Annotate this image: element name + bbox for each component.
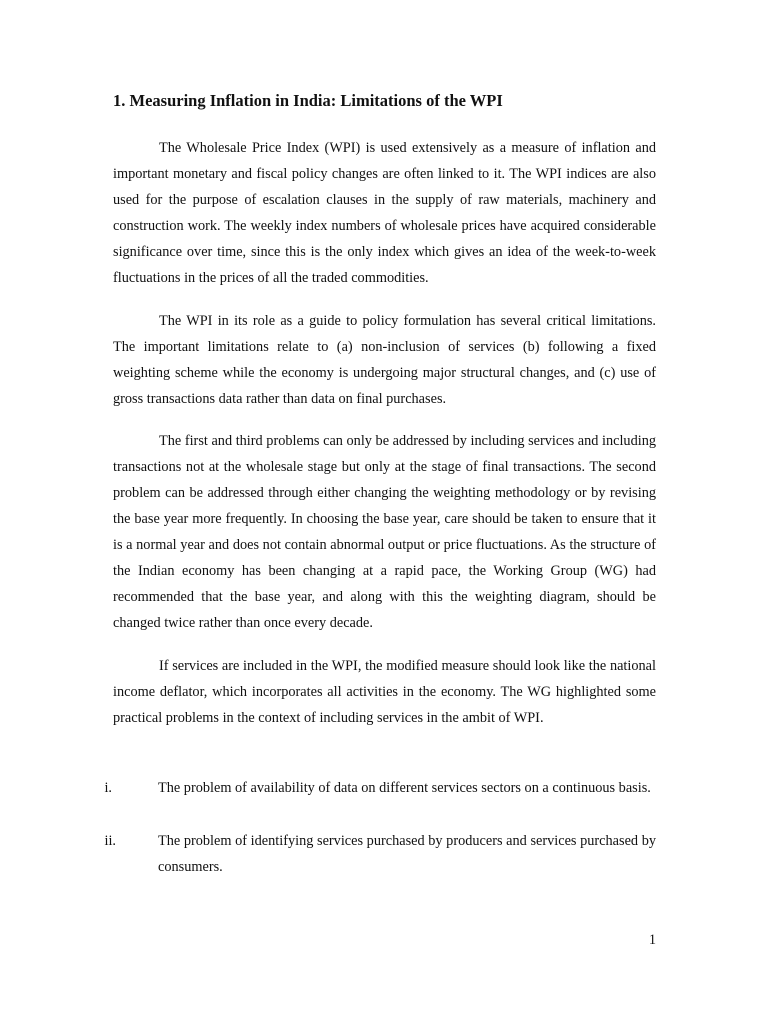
page-number: 1 (648, 932, 656, 948)
paragraph-wpi-usage: The Wholesale Price Index (WPI) is used extensively as a measure of inflation and important monetary and fiscal policy changes are often linked to it. The WPI indices are also used for the purpose of escalation clauses in the supply of raw materials, machinery and construction work. The weekly index numbers of wholesale prices have acquired considerable significance over time, since this is the only index which gives an idea of the week-to-week fluctuations in the prices of all the traded commodities. (113, 140, 656, 286)
list-item (100, 775, 656, 801)
list-item-text: The problem of identifying services purchased by producers and services purchased by consumers. (158, 833, 656, 875)
list-item-marker: i. (104, 780, 112, 796)
paragraph-services-inclusion: If services are included in the WPI, the modified measure should look like the national income deflator, which incorporates all activities in the economy. The WG highlighted some practical problems in the context of including services in the ambit of WPI. (113, 658, 656, 726)
section-heading: 1. Measuring Inflation in India: Limitations of the WPI (113, 91, 503, 110)
list-item (100, 828, 656, 880)
paragraph-addressing-problems: The first and third problems can only be addressed by including services and including transactions not at the wholesale stage but only at the stage of final transactions. The second problem can be addressed through either changing the weighting methodology or by revising the base year more frequently. In choosing the base year, care should be taken to ensure that it is a normal year and does not contain abnormal output or price fluctuations. As the structure of the Indian economy has been changing at a rapid pace, the Working Group (WG) had recommended that the base year, and along with this the weighting diagram, should be changed twice rather than once every decade. (113, 433, 656, 631)
paragraph-wpi-limitations: The WPI in its role as a guide to policy formulation has several critical limitations. The important limitations relate to (a) non-inclusion of services (b) following a fixed weighting scheme while the economy is undergoing major structural changes, and (c) use of gross transactions data rather than data on final purchases. (113, 313, 656, 407)
list-item-text: The problem of availability of data on different services sectors on a continuous basis. (158, 780, 651, 796)
list-item-marker: ii. (104, 833, 116, 849)
